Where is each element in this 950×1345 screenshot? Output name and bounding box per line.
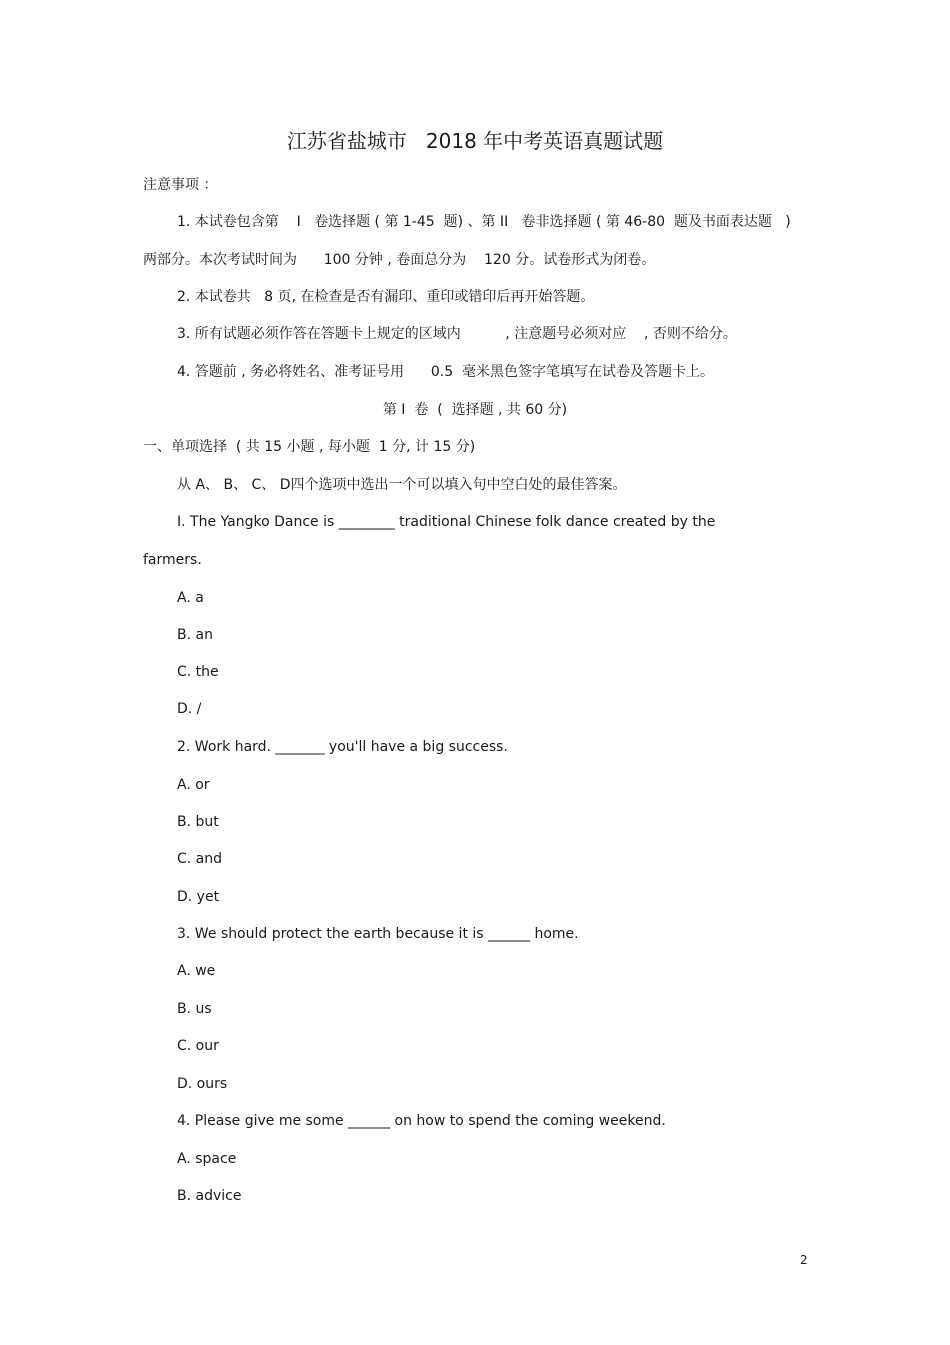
question-1-option-d: D. / bbox=[177, 701, 202, 717]
question-4-stem: 4. Please give me some ______ on how to spend the coming weekend. bbox=[177, 1113, 666, 1129]
notice-item-1-continued: 两部分。本次考试时间为 100 分钟 , 卷面总分为 120 分。试卷形式为闭卷。 bbox=[143, 252, 656, 268]
exam-title: 江苏省盐城市 2018 年中考英语真题试题 bbox=[286, 129, 664, 153]
notice-heading: 注意事项 ： bbox=[143, 177, 218, 193]
question-1-stem: I. The Yangko Dance is ________ traditional Chinese folk dance created by the bbox=[177, 514, 716, 530]
question-4-option-b: B. advice bbox=[177, 1188, 242, 1204]
question-2-option-b: B. but bbox=[177, 814, 219, 830]
question-1-option-c: C. the bbox=[177, 664, 219, 680]
question-1-option-a: A. a bbox=[177, 590, 204, 606]
question-3-option-a: A. we bbox=[177, 963, 216, 979]
notice-item-2: 2. 本试卷共 8 页, 在检查是否有漏印、重印或错印后再开始答题。 bbox=[177, 289, 595, 305]
question-3-stem: 3. We should protect the earth because it is ______ home. bbox=[177, 926, 579, 942]
part-instruction: 从 A、 B、 C、 D四个选项中选出一个可以填入句中空白处的最佳答案。 bbox=[177, 477, 627, 493]
notice-item-1: 1. 本试卷包含第 I 卷选择题 ( 第 1-45 题) 、第 II 卷非选择题 ( 第 46-80 题及书面表达题 ) bbox=[177, 214, 791, 230]
question-1-stem-continued: farmers. bbox=[143, 552, 202, 568]
question-1-option-b: B. an bbox=[177, 627, 213, 643]
question-2-option-d: D. yet bbox=[177, 889, 220, 905]
question-2-option-c: C. and bbox=[177, 851, 223, 867]
question-3-option-b: B. us bbox=[177, 1001, 212, 1017]
question-2-option-a: A. or bbox=[177, 777, 210, 793]
page-number: 2 bbox=[800, 1253, 808, 1267]
question-3-option-d: D. ours bbox=[177, 1076, 228, 1092]
question-2-stem: 2. Work hard. _______ you'll have a big success. bbox=[177, 739, 508, 755]
part-title: 一、单项选择 ( 共 15 小题 , 每小题 1 分, 计 15 分) bbox=[143, 439, 476, 455]
question-3-option-c: C. our bbox=[177, 1038, 219, 1054]
section-title: 第 I 卷 ( 选择题 , 共 60 分) bbox=[382, 402, 568, 418]
notice-item-4: 4. 答题前 , 务必将姓名、准考证号用 0.5 毫米黑色签字笔填写在试卷及答题卡上。 bbox=[177, 364, 715, 380]
notice-item-3: 3. 所有试题必须作答在答题卡上规定的区域内 , 注意题号必须对应 , 否则不给分。 bbox=[177, 326, 737, 342]
question-4-option-a: A. space bbox=[177, 1151, 237, 1167]
